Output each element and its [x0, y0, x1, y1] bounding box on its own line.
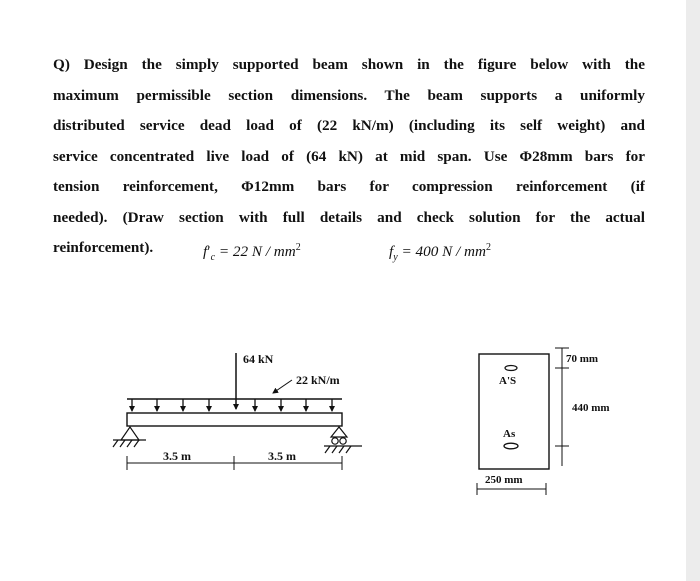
right-roller-support: [324, 427, 362, 453]
udl-arrows: [132, 399, 332, 411]
question-line-3: distributed service dead load of (22 kN/m) (including its self weight) and: [53, 117, 645, 135]
point-load-label: 64 kN: [243, 352, 274, 366]
span-dimension: [127, 456, 342, 470]
fc-exp: 2: [295, 242, 301, 253]
hatch: [332, 446, 337, 453]
roller-wheel: [332, 438, 338, 444]
cover-dimension-label: 70 mm: [566, 353, 599, 365]
roller-triangle: [331, 427, 347, 437]
fc-symbol: f: [203, 243, 208, 261]
span-left-label: 3.5 m: [163, 449, 191, 463]
question-line-2: maximum permissible section dimensions. The beam supports a uniformly: [53, 86, 645, 104]
hatch: [120, 440, 125, 447]
fc-eq: = 22 N / mm: [215, 243, 296, 261]
question-line-4: service concentrated live load of (64 kN) at mid span. Use Φ28mm bars for: [53, 147, 645, 165]
span-right-label: 3.5 m: [268, 449, 296, 463]
section-outline: [479, 354, 549, 469]
question-line-6: needed). (Draw section with full details and check solution for the actual: [53, 208, 645, 226]
hatch: [134, 440, 139, 447]
pin-triangle: [121, 427, 139, 440]
section-vertical-dimension: [555, 348, 569, 466]
question-last-line: reinforcement).: [53, 239, 154, 256]
fy-symbol: f: [389, 243, 394, 261]
roller-wheel: [340, 438, 346, 444]
tension-steel-label: As: [503, 428, 516, 440]
question-line-1: Q) Design the simply supported beam shown in the figure below with the: [53, 56, 645, 73]
hatch: [113, 440, 118, 447]
compression-steel-label: A'S: [499, 375, 517, 387]
fc-sub: c: [210, 252, 216, 264]
left-pin-support: [113, 427, 146, 447]
fy-sub: y: [393, 252, 398, 264]
fc-prime: ′: [207, 243, 211, 261]
cross-section: [477, 348, 610, 495]
width-dimension-label: 250 mm: [485, 474, 523, 486]
question-line-5: tension reinforcement, Φ12mm bars for compression reinforcement (if: [53, 178, 645, 196]
hatch: [127, 440, 132, 447]
depth-dimension-label: 440 mm: [572, 402, 610, 414]
hatch: [325, 446, 330, 453]
fy-eq: = 400 N / mm: [397, 243, 486, 261]
udl-leader: [273, 380, 292, 393]
hatch: [346, 446, 351, 453]
fy-exp: 2: [486, 242, 491, 253]
udl-label: 22 kN/m: [296, 373, 340, 387]
beam-diagram: [113, 352, 362, 470]
beam-body: [127, 413, 342, 426]
hatch: [339, 446, 344, 453]
